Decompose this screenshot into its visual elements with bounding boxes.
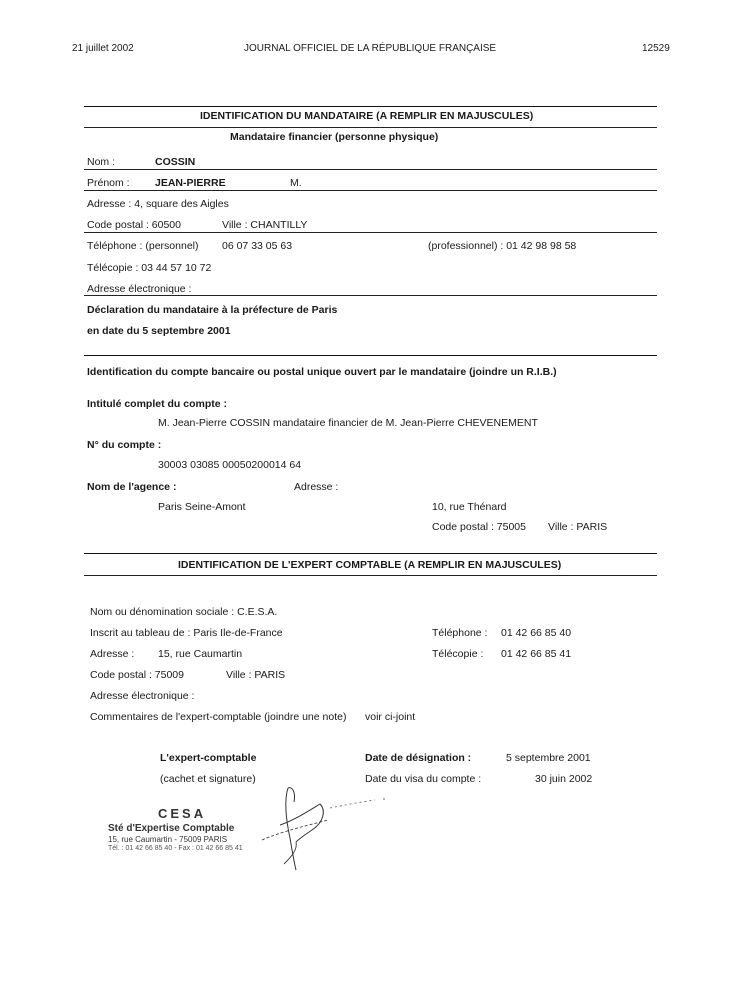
- mandataire-ville: Ville : CHANTILLY: [222, 219, 308, 231]
- company-stamp: [108, 806, 243, 852]
- header-page-number: 12529: [642, 43, 670, 54]
- header-journal-title: JOURNAL OFFICIEL DE LA RÉPUBLIQUE FRANÇAISE: [244, 43, 497, 54]
- expert-top-rule: [84, 553, 657, 554]
- compte-title: Identification du compte bancaire ou postal unique ouvert par le mandataire (joindre un R.I.B.): [87, 366, 557, 378]
- prenom-value: JEAN-PIERRE: [155, 177, 226, 189]
- agence-adresse-label: Adresse :: [294, 481, 339, 493]
- agence-rue: 10, rue Thénard: [432, 501, 507, 513]
- telephone-label: Téléphone : (personnel): [87, 240, 199, 252]
- designation-label: Date de désignation :: [365, 752, 472, 764]
- expert-fax-value: 01 42 66 85 41: [501, 648, 572, 660]
- agence-ville: Ville : PARIS: [548, 521, 608, 533]
- expert-adresse-value: 15, rue Caumartin: [158, 648, 243, 660]
- visa-value: 30 juin 2002: [535, 773, 593, 785]
- compte-top-rule: [84, 355, 657, 356]
- numero-value: 30003 03085 00050200014 64: [158, 459, 302, 471]
- declaration-line-2: en date du 5 septembre 2001: [87, 325, 231, 337]
- expert-signature-label: L'expert-comptable: [160, 752, 257, 764]
- stamp-line-4: Tél. : 01 42 66 85 40 - Fax : 01 42 66 85 41: [108, 845, 243, 852]
- expert-tel-label: Téléphone :: [432, 627, 488, 639]
- code-postal-underline: [84, 232, 657, 233]
- numero-label: N° du compte :: [87, 439, 162, 451]
- expert-fax-label: Télécopie :: [432, 648, 484, 660]
- prenom-label: Prénom :: [87, 177, 130, 189]
- expert-commentaires-label: Commentaires de l'expert-comptable (joindre une note): [90, 711, 347, 723]
- designation-value: 5 septembre 2001: [506, 752, 591, 764]
- expert-inscrit: Inscrit au tableau de : Paris Ile-de-France: [90, 627, 283, 639]
- mandataire-code-postal: Code postal : 60500: [87, 219, 181, 231]
- section-title-rule: [84, 127, 657, 128]
- expert-section-title: IDENTIFICATION DE L'EXPERT COMPTABLE (A REMPLIR EN MAJUSCULES): [178, 559, 562, 571]
- email-label: Adresse électronique :: [87, 283, 192, 295]
- expert-title-rule: [84, 575, 657, 576]
- mandataire-section-title: IDENTIFICATION DU MANDATAIRE (A REMPLIR EN MAJUSCULES): [200, 110, 534, 122]
- nom-value: COSSIN: [155, 156, 196, 168]
- mandataire-subtitle: Mandataire financier (personne physique): [230, 131, 439, 143]
- intitule-label: Intitulé complet du compte :: [87, 398, 228, 410]
- expert-ville: Ville : PARIS: [226, 669, 286, 681]
- stamp-line-2: Sté d'Expertise Comptable: [108, 823, 235, 834]
- stamp-line-3: 15, rue Caumartin - 75009 PARIS: [108, 835, 228, 844]
- cachet-label: (cachet et signature): [160, 773, 256, 785]
- expert-tel-value: 01 42 66 85 40: [501, 627, 572, 639]
- agence-label: Nom de l'agence :: [87, 481, 177, 493]
- expert-adresse-label: Adresse :: [90, 648, 135, 660]
- expert-code-postal: Code postal : 75009: [90, 669, 184, 681]
- prenom-underline: [84, 190, 657, 191]
- agence-value: Paris Seine-Amont: [158, 501, 246, 513]
- intitule-value: M. Jean-Pierre COSSIN mandataire financier de M. Jean-Pierre CHEVENEMENT: [158, 417, 538, 429]
- telephone-pro: (professionnel) : 01 42 98 98 58: [428, 240, 577, 252]
- email-underline: [84, 295, 657, 296]
- expert-commentaires-value: voir ci-joint: [365, 711, 416, 723]
- telecopie: Télécopie : 03 44 57 10 72: [87, 262, 212, 274]
- nom-label: Nom :: [87, 156, 116, 168]
- agence-code-postal: Code postal : 75005: [432, 521, 526, 533]
- expert-email-label: Adresse électronique :: [90, 690, 195, 702]
- expert-denomination: Nom ou dénomination sociale : C.E.S.A.: [90, 606, 278, 618]
- mandataire-adresse: Adresse : 4, square des Aigles: [87, 198, 229, 210]
- handwritten-signature: [250, 780, 400, 875]
- civilite-value: M.: [290, 177, 302, 189]
- stamp-line-1: CESA: [158, 806, 207, 821]
- visa-label: Date du visa du compte :: [365, 773, 482, 785]
- declaration-line-1: Déclaration du mandataire à la préfecture de Paris: [87, 304, 338, 316]
- nom-underline: [84, 169, 657, 170]
- header-date: 21 juillet 2002: [72, 43, 134, 54]
- telephone-perso: 06 07 33 05 63: [222, 240, 293, 252]
- section-top-rule: [84, 106, 657, 107]
